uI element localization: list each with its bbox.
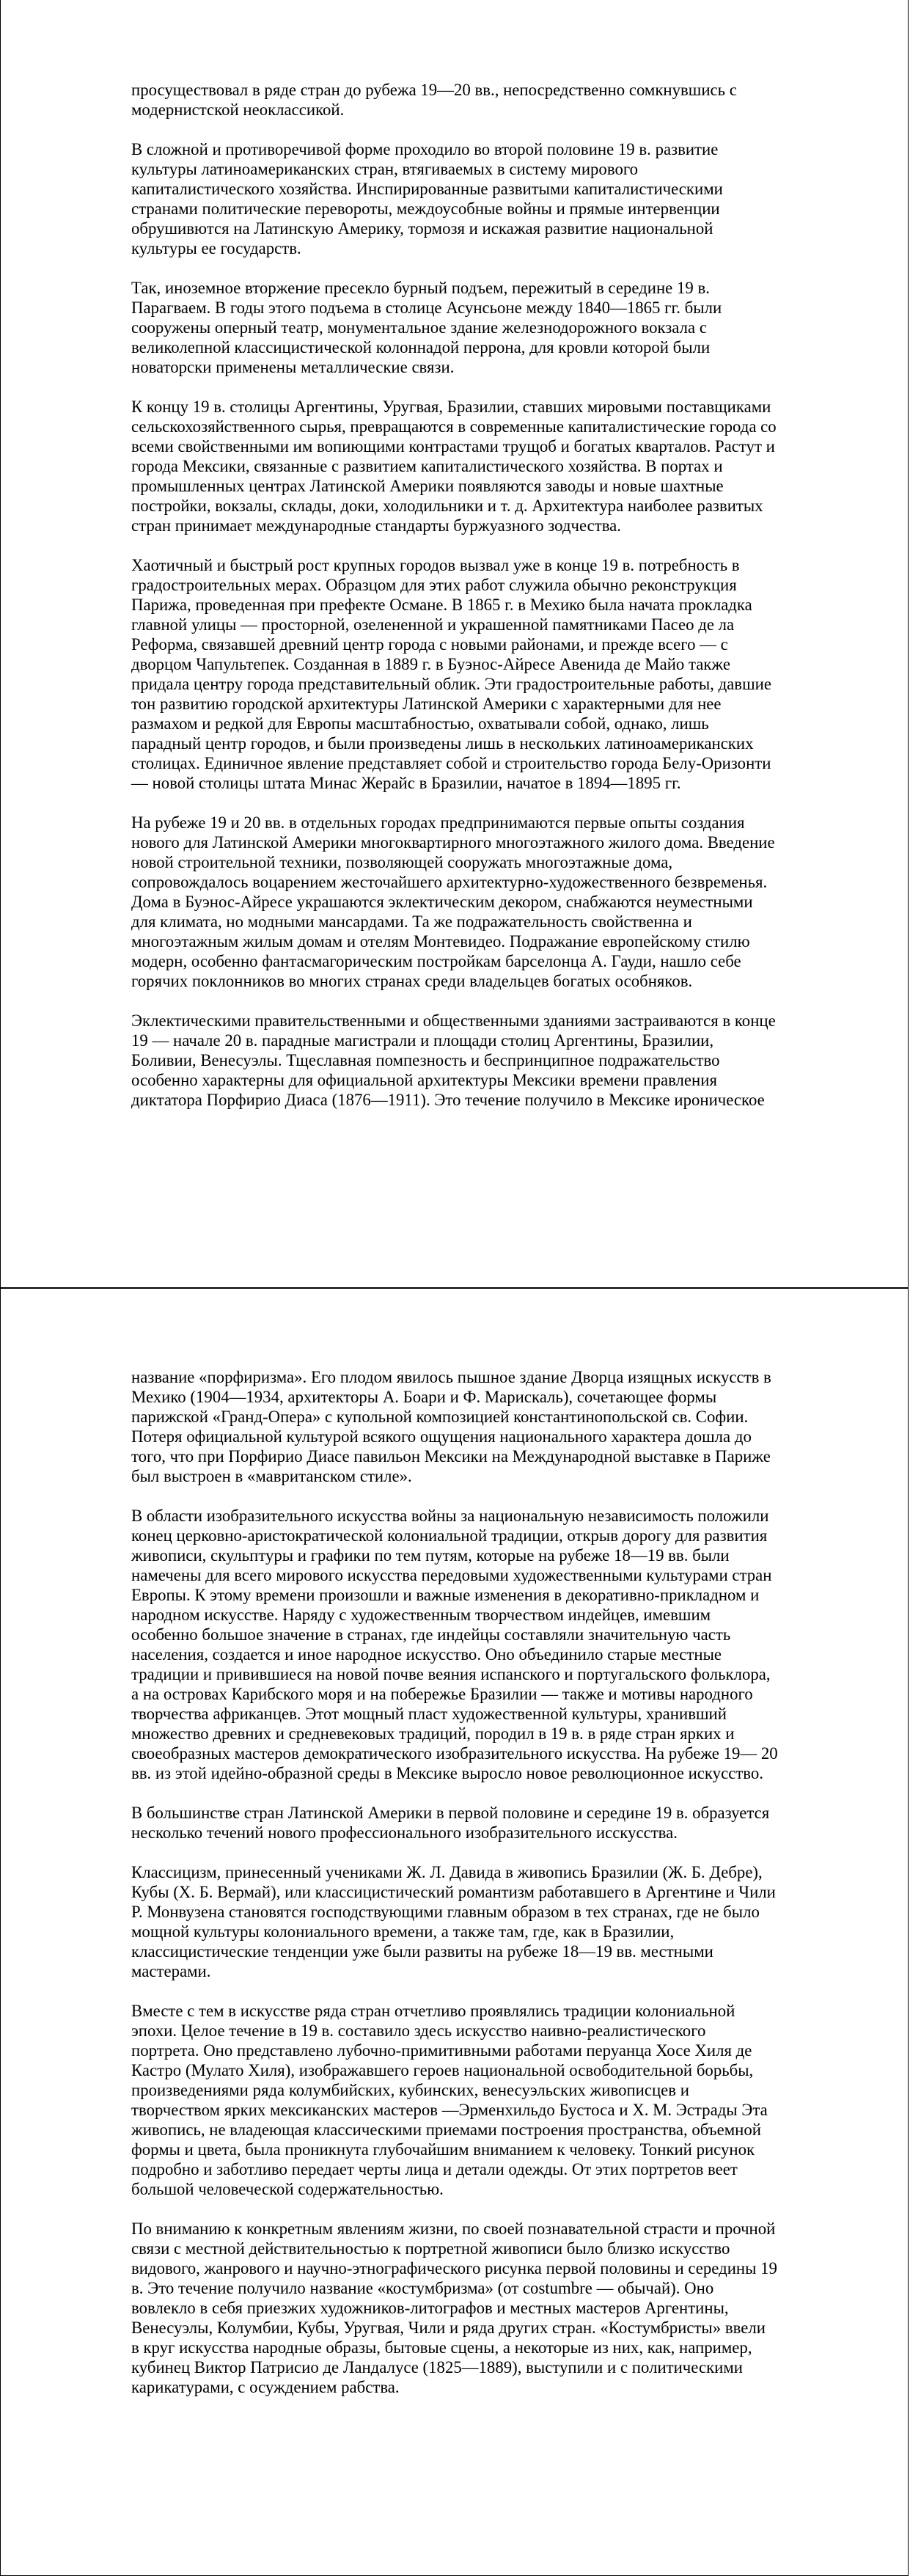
page-1-text	[131, 80, 806, 1130]
paragraph: По вниманию к конкретным явлениям жизни, по своей познавательной страсти и прочной связи с местной действительностью к портретной живописи было близко искусство видового, жанрового и научно-этнографического рисунка первой половины и середины 19 в. Это течение получило название «костумбризма» (от costumbre — обычай). Оно вовлекло в себя приезжих художников-литографов и местных мастеров Аргентины, Венесуэлы, Колумбии, Кубы, Уругвая, Чили и ряда других стран. «Костумбристы» ввели в круг искусства народные образы, бытовые сцены, а некоторые из них, как, например, кубинец Виктор Патрисио де Ландалусе (1825—1889), выступили и с политическими карикатурами, с осуждением рабства.	[131, 2220, 777, 2396]
paragraph: Хаотичный и быстрый рост крупных городов вызвал уже в конце 19 в. потребность в градостроительных мерах. Образцом для этих работ служила обычно реконструкция Парижа, проведенная при префекте Османе. В 1865 г. в Мехико была начата прокладка главной улицы — просторной, озелененной и украшенной памятниками Пасео де ла Реформа, связавшей древний центр города с новыми районами, и прежде всего — с дворцом Чапультепек. Созданная в 1889 г. в Буэнос-Айресе Авенида де Майо также придала центру города представительный облик. Эти градостроительные работы, давшие тон развитию городской архитектуры Латинской Америки с характерными для нее размахом и редкой для Европы масштабностью, охватывали собой, однако, лишь парадный центр городов, и были произведены лишь в нескольких латиноамериканских столицах. Единичное явление представляет собой и строительство города Белу-Оризонти — новой столицы штата Минас Жерайс в Бразилии, начатое в 1894—1895 гг.	[131, 556, 771, 792]
paragraph: В большинстве стран Латинской Америки в первой половине и середине 19 в. образуется несколько течений нового профессионального изобразительного исскусства.	[131, 1804, 770, 1842]
page-2-text	[131, 1367, 806, 2417]
paragraph: В сложной и противоречивой форме проходило во второй половине 19 в. развитие культуры латиноамериканских стран, втягиваемых в систему мирового капиталистического хозяйства. Инспирированные развитыми капиталистическими странами политические перевороты, междоусобные войны и прямые интервенции обрушивются на Латинскую Америку, тормозя и искажая развитие национальной культуры ее государств.	[131, 140, 723, 257]
paragraph: Вместе с тем в искусстве ряда стран отчетливо проявлялись традиции колониальной эпохи. Целое течение в 19 в. составило здесь искусство наивно-реалистического портрета. Оно представлено лубочно-примитивными работами перуанца Хосе Хиля де Кастро (Мулато Хиля), изображавшего героев национальной освободительной борьбы, произведениями ряда колумбийских, кубинских, венесуэльских живописцев и творчеством ярких мексиканских мастеров —Эрменхильдо Бустоса и Х. М. Эстрады Эта живопись, не владеющая классическими приемами построения пространства, объемной формы и цвета, была проникнута глубочайшим вниманием к человеку. Тонкий рисунок подробно и заботливо передает черты лица и детали одежды. От этих портретов веет большой человеческой содержательностью.	[131, 2002, 768, 2198]
document-page-1	[0, 0, 909, 1288]
paragraph: Так, иноземное вторжение пресекло бурный подъем, пережитый в середине 19 в. Парагваем. В годы этого подъема в столице Асунсьоне между 1840—1865 гг. были сооружены оперный театр, монументальное здание железнодорожного вокзала с великолепной классицистической колоннадой перрона, для кровли которой были новаторски применены металлические связи.	[131, 279, 722, 376]
document-page-2	[0, 1288, 909, 2576]
paragraph: Эклектическими правительственными и общественными зданиями застраиваются в конце 19 — начале 20 в. парадные магистрали и площади столиц Аргентины, Бразилии, Боливии, Венесуэлы. Тщеславная помпезность и беспринципное подражательство особенно характерны для официальной архитектуры Мексики времени правления диктатора Порфирио Диаса (1876—1911). Это течение получило в Мексике ироническое	[131, 1011, 776, 1109]
paragraph: На рубеже 19 и 20 вв. в отдельных городах предпринимаются первые опыты создания нового для Латинской Америки многоквартирного многоэтажного жилого дома. Введение новой строительной техники, позволяющей сооружать многоэтажные дома, сопровождалось воцарением жесточайшего архитектурно-художественного безвремeнья. Дома в Буэнос-Айресе украшаются эклектическим декором, снабжаются неуместными для климата, но модными мансардами. Та же подражательность свойственна и многоэтажным жилым домам и отелям Монтевидео. Подражание европейскому стилю модерн, особенно фантасмагорическим постройкам барселонца А. Гауди, нашло себе горячих поклонников во многих странах среди владельцев богатых особняков.	[131, 813, 775, 990]
paragraph: название «порфиризма». Его плодом явилось пышное здание Дворца изящных искусств в Мехико (1904—1934, архитекторы А. Боари и Ф. Марискаль), сочетающее формы парижской «Гранд-Опера» с купольной композицией константинопольской св. Софии. Потеря официальной культурой всякого ощущения национального характера дошла до того, что при Порфирио Диасе павильон Мексики на Международной выставке в Париже был выстроен в «мавританском стиле».	[131, 1368, 771, 1485]
paragraph: просуществовал в ряде стран до рубежа 19—20 вв., непосредственно сомкнувшись с модернистской неоклассикой.	[131, 81, 737, 119]
paragraph: В области изобразительного искусства войны за национальную независимость положили конец церковно-аристократической колониальной традиции, открыв дорогу для развития живописи, скульптуры и графики по тем путям, которые на рубеже 18—19 вв. были намечены для всего мирового искусства передовыми художественными культурами стран Европы. К этому времени произошли и важные изменения в декоративно-прикладном и народном искусстве. Наряду с художественным творчеством индейцев, имевшим особенно большое значение в странах, где индейцы составляли значительную часть населения, создается и иное народное искусство. Оно объединило старые местные традиции и привившиеся на новой почве веяния испанского и португальского фольклора, а на островах Карибского моря и на побережье Бразилии — также и мотивы народного творчества африканцев. Этот мощный пласт художественной культуры, хранивший множество древних и средневековых традиций, породил в 19 в. в ряде стран ярких и своеобразных мастеров демократического изобразительного искусства. На рубеже 19— 20 вв. из этой идейно-образной среды в Мексике выросло новое революционное искусство.	[131, 1507, 778, 1782]
paragraph: Классицизм, принесенный учениками Ж. Л. Давида в живопись Бразилии (Ж. Б. Дебре), Кубы (Х. Б. Вермай), или классицистический романтизм работавшего в Аргентине и Чили Р. Монвузена становятся господствующими главным образом в тех странах, где не было мощной культуры колониального времени, а также там, где, как в Бразилии, классицистические тенденции уже были развиты на рубеже 18—19 вв. местными мастерами.	[131, 1863, 776, 1980]
paragraph: К концу 19 в. столицы Аргентины, Уругвая, Бразилии, ставших мировыми поставщиками сельскохозяйственного сырья, превращаются в современные капиталистические города со всеми свойственными им вопиющими контрастами трущоб и богатых кварталов. Растут и города Мексики, связанные с развитием капиталистического хозяйства. В портах и промышленных центрах Латинской Америки появляются заводы и новые шахтные постройки, вокзалы, склады, доки, холодильники и т. д. Архитектура наиболее развитых стран принимает международные стандарты буржуазного зодчества.	[131, 398, 777, 535]
